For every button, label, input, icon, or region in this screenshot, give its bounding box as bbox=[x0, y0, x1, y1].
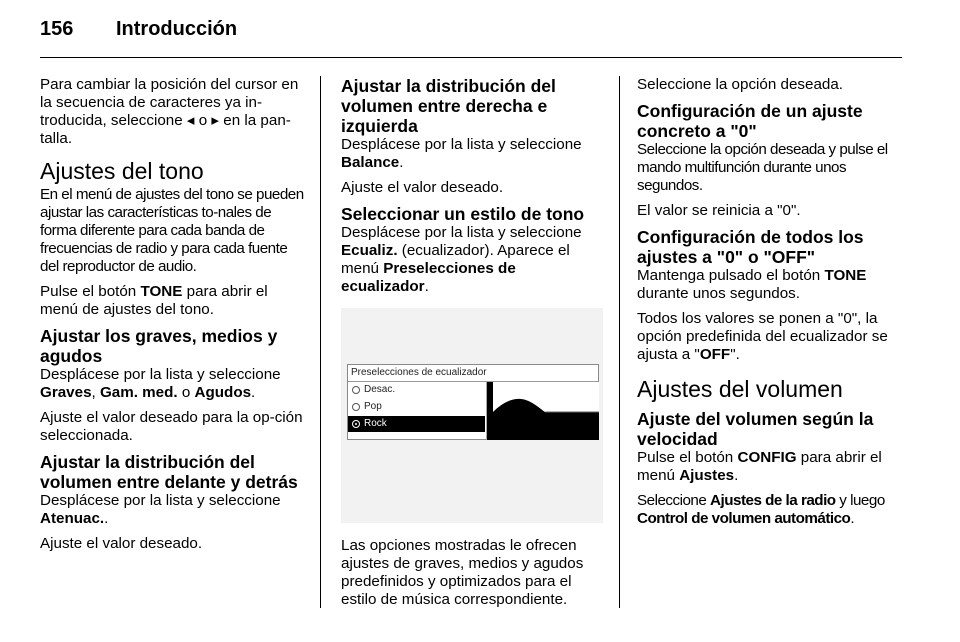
fader-adjust-paragraph: Ajuste el valor deseado. bbox=[40, 535, 203, 552]
equalizer-screen bbox=[347, 364, 599, 440]
single-reset-paragraph: Seleccione la opción deseada y pulse el mando multifunción durante unos segundos. bbox=[637, 141, 888, 194]
preset-option-desac[interactable]: Desac. bbox=[348, 382, 485, 398]
page-title: Introducción bbox=[116, 18, 238, 40]
preset-option-rock[interactable]: Rock bbox=[348, 416, 485, 432]
graph-left-bar bbox=[487, 382, 493, 440]
select-paragraph: Seleccione la opción deseada. bbox=[637, 76, 844, 93]
tone-button-label: TONE bbox=[824, 267, 867, 284]
balance-paragraph: Desplácese por la lista y seleccione Balance. bbox=[341, 136, 582, 171]
preset-option-pop[interactable]: Pop bbox=[348, 399, 485, 415]
bass-adjust-paragraph: Ajuste el valor deseado para la op-ción seleccionada. bbox=[40, 409, 303, 444]
page-number: 156 bbox=[40, 18, 74, 40]
all-reset-paragraph: Mantenga pulsado el botón TONE durante unos segundos. bbox=[637, 267, 867, 302]
options-paragraph: Las opciones mostradas le ofrecen ajustes de graves, medios y agudos predefinidos y optimizados para el estilo de música correspondiente. bbox=[341, 537, 584, 608]
fader-paragraph: Desplácese por la lista y seleccione Atenuac.. bbox=[40, 492, 281, 527]
cursor-paragraph: Para cambiar la posición del cursor en la secuencia de caracteres ya in-troducida, seleccione ◂ o ▸ en la pan-talla. bbox=[40, 76, 299, 147]
section-heading-tone: Ajustes del tono bbox=[40, 158, 204, 184]
speed-select-paragraph: Seleccione Ajustes de la radio y luego Control de volumen automático. bbox=[637, 492, 885, 527]
header-rule bbox=[40, 57, 902, 58]
column-divider bbox=[619, 76, 620, 608]
style-paragraph: Desplácese por la lista y seleccione Ecualiz. (ecualizador). Aparece el menú Preselecciones de ecualizador. bbox=[341, 224, 582, 295]
subheading-single-reset: Configuración de un ajuste concreto a "0" bbox=[637, 101, 863, 141]
tone-intro-paragraph: En el menú de ajustes del tono se pueden ajustar las características to-nales de forma diferente para cada banda de frecuencias de radio y para cada fuente del reproductor de audio. bbox=[40, 186, 304, 275]
subheading-bass: Ajustar los graves, medios y agudos bbox=[40, 326, 278, 366]
column-3 bbox=[637, 76, 902, 535]
subheading-fader: Ajustar la distribución del volumen entre delante y detrás bbox=[40, 452, 298, 492]
reset-value-paragraph: El valor se reinicia a "0". bbox=[637, 202, 801, 219]
equalizer-screenshot bbox=[341, 308, 603, 523]
radio-icon bbox=[352, 403, 360, 411]
screen-title: Preselecciones de ecualizador bbox=[351, 367, 487, 378]
equalizer-curve-graph bbox=[487, 382, 599, 440]
subheading-all-reset: Configuración de todos los ajustes a "0" o "OFF" bbox=[637, 227, 864, 267]
speed-paragraph: Pulse el botón CONFIG para abrir el menú Ajustes. bbox=[637, 449, 882, 484]
subheading-speed-volume: Ajuste del volumen según la velocidad bbox=[637, 409, 874, 449]
all-values-paragraph: Todos los valores se ponen a "0", la opción predefinida del ecualizador se ajusta a "OFF". bbox=[637, 310, 888, 363]
bass-paragraph: Desplácese por la lista y seleccione Graves, Gam. med. o Agudos. bbox=[40, 366, 281, 401]
section-heading-volume: Ajustes del volumen bbox=[637, 376, 843, 402]
column-1 bbox=[40, 76, 306, 560]
tone-button-paragraph: Pulse el botón TONE para abrir el menú de ajustes del tono. bbox=[40, 283, 268, 318]
triangle-right-icon: ▸ bbox=[211, 112, 220, 129]
column-divider bbox=[320, 76, 321, 608]
subheading-style: Seleccionar un estilo de tono bbox=[341, 204, 585, 224]
column-2 bbox=[341, 76, 603, 616]
radio-selected-icon bbox=[352, 420, 360, 428]
subheading-balance: Ajustar la distribución del volumen entre derecha e izquierda bbox=[341, 76, 556, 136]
triangle-left-icon: ◂ bbox=[186, 112, 195, 129]
tone-button-label: TONE bbox=[140, 283, 183, 300]
radio-icon bbox=[352, 386, 360, 394]
balance-adjust-paragraph: Ajuste el valor deseado. bbox=[341, 179, 504, 196]
page-header bbox=[40, 18, 237, 48]
config-button-label: CONFIG bbox=[737, 449, 797, 466]
